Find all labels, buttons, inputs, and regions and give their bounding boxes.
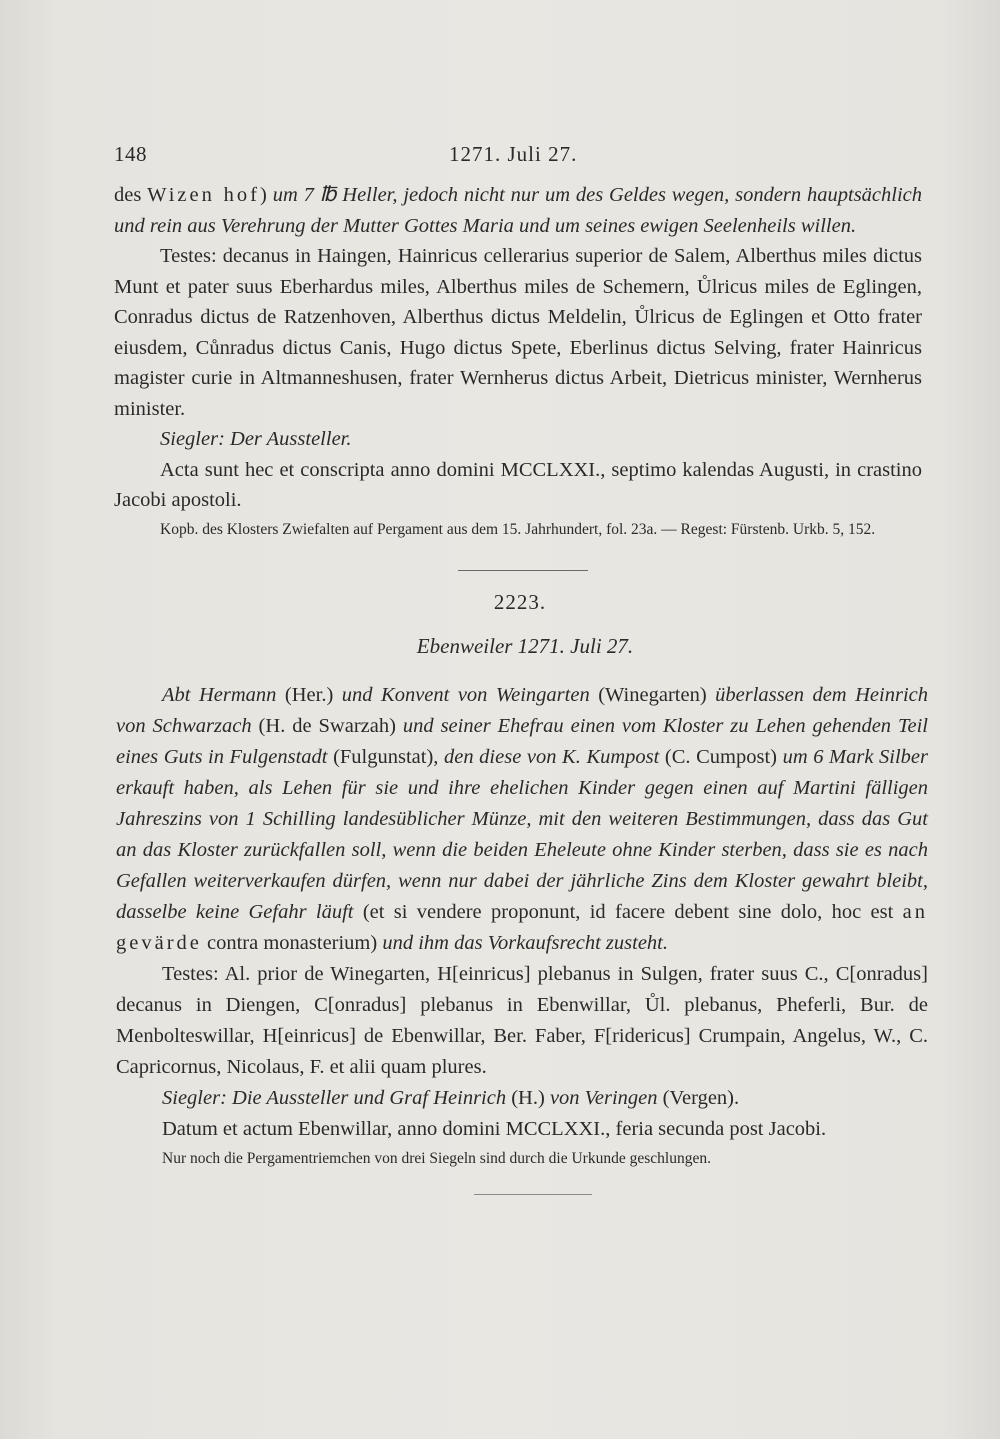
document-dateline: Ebenweiler 1271. Juli 27.	[416, 634, 634, 658]
seal-note: Siegler: Die Aussteller und Graf Heinrich (H.) von Veringen (Vergen).	[162, 1087, 740, 1109]
section-divider	[458, 570, 588, 571]
seal-note: Siegler: Der Aussteller.	[160, 428, 352, 450]
running-head: 1271. Juli 27.	[449, 142, 578, 166]
regest: Abt Hermann (Her.) und Konvent von Weingarten (Winegarten) überlassen dem Heinrich von Schwarzach (H. de Swarzah) und seiner Ehefrau einen vom Kloster zu Lehen gehenden Teil eines Guts in Fulgenstadt (Fulgunstat), den diese von K. Kumpost (C. Cumpost) um 6 Mark Silber erkauft haben, als Lehen für sie und ihre ehelichen Kinder gegen einen auf Martini fälligen Jahreszins von 1 Schilling landesüblicher Münze, mit den weiteren Bestimmungen, dass das Gut an das Kloster zurückfallen soll, wenn die beiden Eheleute ohne Kinder sterben, dass sie es nach Gefallen weiterverkaufen dürfen, wenn nur dabei der jährliche Zins dem Kloster gewahrt bleibt, dasselbe keine Gefahr läuft (et si vendere proponunt, id facere debent sine dolo, hoc est an gevärde contra monasterium) und ihm das Vorkaufsrecht zusteht.	[116, 684, 929, 954]
page-number: 148	[114, 142, 147, 166]
end-divider	[474, 1194, 592, 1195]
dating-clause: Acta sunt hec et conscripta anno domini MCCLXXI., septimo kalendas Augusti, in crastino Jacobi apostoli.	[114, 458, 922, 511]
dating-clause: Datum et actum Ebenwillar, anno domini MCCLXXI., feria secunda post Jacobi.	[162, 1118, 827, 1140]
witness-list: Testes: decanus in Haingen, Hainricus cellerarius superior de Salem, Alberthus miles dictus Munt et pater suus Eberhardus miles, Alberthus miles de Schemern, Ůlricus miles de Eglingen, Conradus dictus de Ratzenhoven, Alberthus dictus Meldelin, Ůlricus de Eglingen et Otto frater eiusdem, Cůnradus dictus Canis, Hugo dictus Spete, Eberlinus dictus Selving, frater Hainricus magister curie in Altmanneshusen, frater Wernherus dictus Arbeit, Dietricus minister, Wernherus minister.	[114, 245, 922, 420]
source-note: Kopb. des Klosters Zwiefalten auf Pergament aus dem 15. Jahrhundert, fol. 23a. — Regest: Fürstenb. Urkb. 5, 152.	[160, 520, 876, 538]
document-2223	[116, 680, 928, 1171]
page-header	[114, 142, 914, 174]
document-number: 2223.	[493, 590, 547, 614]
witness-list: Testes: Al. prior de Winegarten, H[einricus] plebanus in Sulgen, frater suus C., C[onradus] decanus in Diengen, C[onradus] plebanus in Ebenwillar, Ůl. plebanus, Pheferli, Bur. de Menbolteswillar, H[einricus] de Ebenwillar, Ber. Faber, F[ridericus] Crumpain, Angelus, W., C. Capricornus, Nicolaus, F. et alii quam plures.	[116, 963, 928, 1078]
document-2222-continuation	[114, 180, 922, 542]
regest-continuation: des Wizen hof) um 7 ℔ Heller, jedoch nicht nur um des Geldes wegen, sondern hauptsächlich und rein aus Verehrung der Mutter Gottes Maria und um seines ewigen Seelenheils willen.	[114, 184, 923, 237]
source-note: Nur noch die Pergamentriemchen von drei Siegeln sind durch die Urkunde geschlungen.	[162, 1150, 711, 1167]
